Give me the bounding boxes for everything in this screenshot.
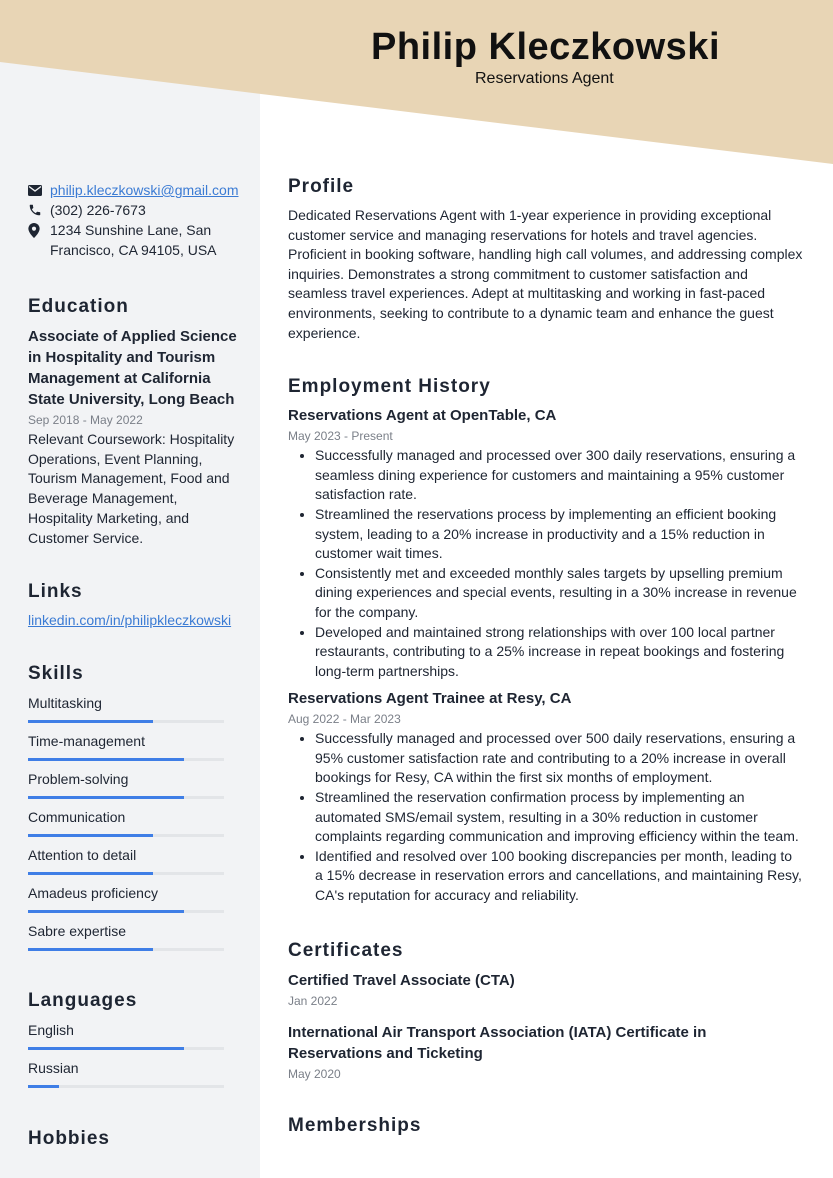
level-bar-fill	[28, 948, 153, 951]
education-section	[28, 296, 243, 548]
level-bar-track	[28, 796, 224, 799]
level-bar-track	[28, 1047, 224, 1050]
skill-label: Problem-solving	[28, 771, 129, 788]
level-bar-track	[28, 910, 224, 913]
candidate-job-title: Reservations Agent	[475, 70, 614, 87]
job-bullet: • Consistently met and exceeded monthly sales targets by upselling premium dining experiences and special events, resulting in a 30% increase in revenue for the company.	[315, 564, 803, 623]
language-label: English	[28, 1022, 74, 1039]
job-bullet: • Successfully managed and processed over 500 daily reservations, ensuring a 95% customer satisfaction rate and contributing to a 20% increase in overall bookings for Resy, CA within the first six months of employment.	[315, 729, 803, 788]
linkedin-link[interactable]: linkedin.com/in/philipkleczkowski	[28, 612, 232, 629]
hobbies-heading: Hobbies	[28, 1128, 110, 1150]
map-pin-icon	[28, 220, 50, 240]
sidebar	[28, 180, 243, 1150]
education-degree: Associate of Applied Science in Hospitality and Tourism Management at California State University, Long Beach	[28, 328, 237, 408]
envelope-icon	[28, 180, 50, 200]
skill-item	[28, 769, 243, 799]
certificates-list	[288, 970, 803, 1082]
job-bullet: • Identified and resolved over 100 booking discrepancies per month, leading to a 15% decrease in reservation errors and cancellations, and maintaining Resy, CA's reputation for accuracy and reliability.	[315, 847, 803, 906]
skills-list	[28, 693, 243, 951]
contact-email-row	[28, 180, 243, 200]
level-bar-fill	[28, 872, 153, 875]
certificate-title: International Air Transport Association (IATA) Certificate in Reservations and Ticketing	[288, 1023, 707, 1062]
language-item	[28, 1020, 243, 1050]
certificate-date: May 2020	[288, 1066, 341, 1081]
skill-item	[28, 731, 243, 761]
skill-label: Multitasking	[28, 695, 102, 712]
language-item	[28, 1058, 243, 1088]
job-bullet: • Successfully managed and processed over 300 daily reservations, ensuring a seamless dining experience for customers and maintaining a 95% customer satisfaction rate.	[315, 446, 803, 505]
level-bar-track	[28, 834, 224, 837]
language-label: Russian	[28, 1060, 79, 1077]
contact-block	[28, 180, 243, 260]
skill-label: Communication	[28, 809, 126, 826]
level-bar-track	[28, 872, 224, 875]
level-bar-fill	[28, 796, 184, 799]
skill-label: Sabre expertise	[28, 923, 127, 940]
level-bar-fill	[28, 910, 184, 913]
jobs-list	[288, 406, 803, 905]
level-bar-fill	[28, 758, 184, 761]
level-bar-track	[28, 720, 224, 723]
education-dates: Sep 2018 - May 2022	[28, 413, 143, 427]
level-bar-fill	[28, 1085, 59, 1088]
job-dates: Aug 2022 - Mar 2023	[288, 712, 401, 727]
contact-address-row	[28, 220, 243, 260]
job-bullet: • Streamlined the reservation confirmation process by implementing an automated SMS/email system, resulting in a 30% reduction in customer complaints regarding communication and improving efficiency within the team.	[315, 788, 803, 847]
certificate-title: Certified Travel Associate (CTA)	[288, 971, 515, 989]
certificate-date: Jan 2022	[288, 993, 338, 1008]
languages-heading: Languages	[28, 990, 138, 1012]
skill-label: Time-management	[28, 733, 145, 750]
level-bar-track	[28, 948, 224, 951]
job-entry	[288, 689, 803, 905]
links-heading: Links	[28, 581, 83, 603]
level-bar-track	[28, 1085, 224, 1088]
skill-label: Amadeus proficiency	[28, 885, 158, 902]
skill-label: Attention to detail	[28, 847, 137, 864]
certificates-heading: Certificates	[288, 939, 404, 961]
contact-phone-row	[28, 200, 243, 220]
skill-item	[28, 921, 243, 951]
employment-heading: Employment History	[288, 376, 491, 398]
links-section	[28, 581, 243, 628]
skill-item	[28, 883, 243, 913]
skills-section	[28, 663, 243, 951]
job-entry	[288, 406, 803, 681]
phone-icon	[28, 200, 50, 220]
job-bullet: • Streamlined the reservations process by implementing an efficient booking system, leading to a 20% increase in productivity and a 15% reduction in customer wait times.	[315, 505, 803, 564]
level-bar-fill	[28, 834, 153, 837]
phone-number: (302) 226-7673	[50, 202, 146, 218]
languages-list	[28, 1020, 243, 1088]
education-coursework: Relevant Coursework: Hospitality Operations, Event Planning, Tourism Management, Food and Beverage Management, Hospitality Marketing, and Customer Service.	[28, 431, 235, 546]
level-bar-fill	[28, 720, 153, 723]
job-bullets	[288, 446, 803, 681]
job-title: Reservations Agent at OpenTable, CA	[288, 407, 557, 425]
level-bar-fill	[28, 1047, 184, 1050]
profile-text: Dedicated Reservations Agent with 1-year experience in providing exceptional customer service and managing reservations for hotels and travel agencies. Proficient in booking software, handling high call volumes, and addressing complex inquiries. Demonstrates a strong commitment to customer satisfaction and seamless travel experiences. Adept at multitasking and working in fast-paced environments, seeking to contribute to a dynamic team and enhance the guest experience.	[288, 207, 803, 341]
candidate-name: Philip Kleczkowski	[371, 26, 720, 68]
skill-item	[28, 693, 243, 723]
job-bullets	[288, 729, 803, 905]
level-bar-track	[28, 758, 224, 761]
certificate-entry	[288, 1022, 803, 1082]
email-link[interactable]: philip.kleczkowski@gmail.com	[50, 182, 239, 198]
job-dates: May 2023 - Present	[288, 429, 393, 444]
skill-item	[28, 807, 243, 837]
profile-section	[288, 176, 803, 343]
address: 1234 Sunshine Lane, San Francisco, CA 94105, USA	[50, 222, 217, 258]
job-bullet: • Developed and maintained strong relationships with over 100 local partner restaurants, contributing to a 25% increase in repeat bookings and fostering long-term partnerships.	[315, 623, 803, 682]
skill-item	[28, 845, 243, 875]
education-heading: Education	[28, 296, 129, 317]
job-title: Reservations Agent Trainee at Resy, CA	[288, 690, 572, 708]
employment-section	[288, 376, 803, 905]
hobbies-section	[28, 1128, 243, 1150]
memberships-section	[288, 1115, 803, 1137]
profile-heading: Profile	[288, 176, 355, 197]
languages-section	[28, 990, 243, 1088]
certificate-entry	[288, 970, 803, 1009]
certificates-section	[288, 940, 803, 1082]
memberships-heading: Memberships	[288, 1114, 422, 1136]
main-content	[288, 176, 803, 1137]
skills-heading: Skills	[28, 663, 84, 685]
